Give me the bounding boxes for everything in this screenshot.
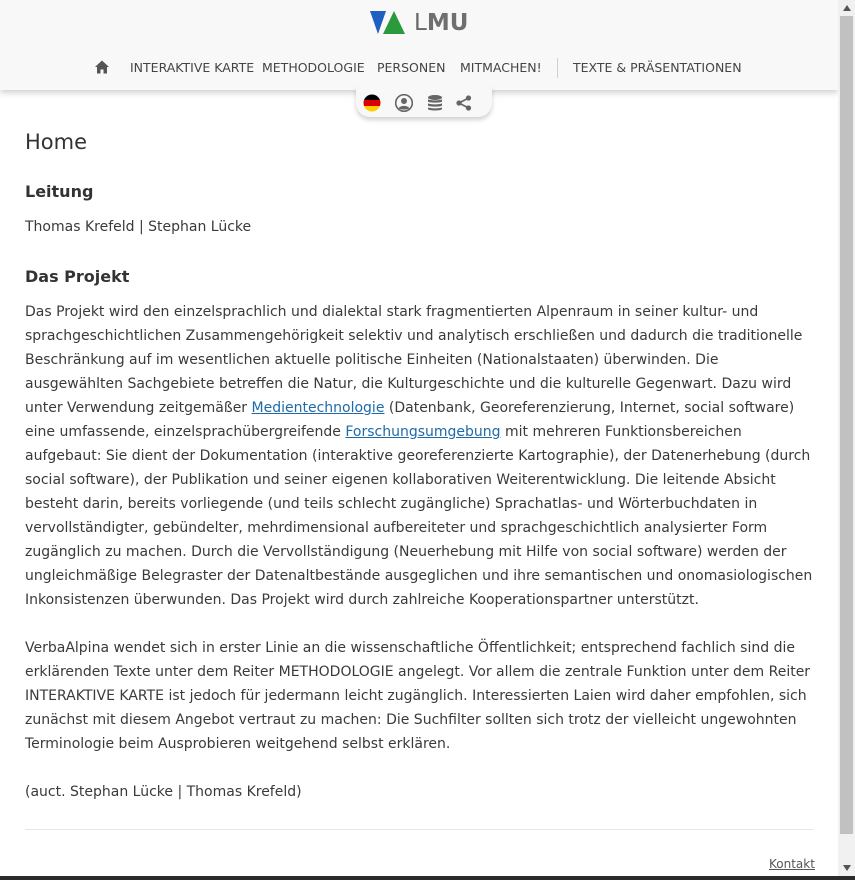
scroll-up-button[interactable] bbox=[838, 0, 855, 16]
home-icon[interactable] bbox=[94, 59, 110, 75]
nav-mitmachen[interactable]: MITMACHEN! bbox=[460, 60, 542, 75]
nav-interaktive-karte[interactable]: INTERAKTIVE KARTE bbox=[130, 60, 255, 75]
main-nav bbox=[0, 58, 838, 78]
projekt-heading: Das Projekt bbox=[25, 267, 130, 286]
chevron-down-icon bbox=[843, 865, 851, 871]
verbaalpina-logo-icon bbox=[370, 10, 406, 36]
kontakt-link[interactable]: Kontakt bbox=[769, 857, 815, 871]
nav-separator bbox=[557, 58, 558, 78]
site-header bbox=[0, 0, 838, 90]
leitung-heading: Leitung bbox=[25, 182, 94, 201]
window-bottom-edge bbox=[0, 876, 855, 880]
scroll-down-button[interactable] bbox=[838, 860, 855, 876]
nav-personen[interactable]: PERSONEN bbox=[377, 60, 446, 75]
lmu-logo[interactable] bbox=[370, 10, 468, 36]
scrollbar-thumb[interactable] bbox=[840, 16, 853, 834]
page-title: Home bbox=[25, 130, 88, 154]
chevron-up-icon bbox=[843, 5, 851, 11]
projekt-paragraph-2: VerbaAlpina wendet sich in erster Linie an die wissenschaftliche Öffentlichkeit; entsprechend fachlich sind die erklärenden Texte unter dem Reiter METHODOLOGIE angelegt. Vor allem die zentrale Funktion unter dem Reiter INTERAKTIVE KARTE ist jedoch für jedermann leicht zugänglich. Interessierten Laien wird daher empfohlen, sich zunächst mit diesem Angebot vertraut zu machen: Die Suchfilter sollten sich trotz der vielleicht ungewohnten Terminologie beim Ausprobieren weitgehend selbst erklären. bbox=[25, 640, 811, 752]
user-account-icon[interactable] bbox=[395, 94, 413, 112]
medientechnologie-link[interactable]: Medientechnologie bbox=[251, 400, 385, 416]
projekt-paragraph-1: Das Projekt wird den einzelsprachlich und dialektal stark fragmentierten Alpenraum in seiner kultur- und sprachgeschichtlichen Zusammengehörigkeit selektiv und analytisch erschließen und dadurch die traditionelle Beschränkung auf im wesentlichen aktuelle politische Einheiten (Nationalstaaten) überwinden. Die ausgewählten Sachgebiete betreffen die Natur, die Kulturgeschichte und die kulturelle Gegenwart. Dazu wird unter Verwendung zeitgemäßer Medientechnologie (Datenbank, Georeferenzierung, Internet, social software) eine umfassende, einzelsprachübergreifende Forschungsumgebung mit mehreren Funktionsbereichen aufgebaut: Sie dient der Dokumentation (interaktive georeferenzierte Kartographie), der Datenerhebung (durch social software), der Publikation und seiner eigenen kollaborativen Weiterentwicklung. Die leitende Absicht besteht darin, bereits vorliegende (und teils schlecht zugängliche) Sprachatlas- und Wörterbuchdaten in vervollständigter, gebündelter, mehrdimensional aufbereiteter und sprachgeschichtlich analysierter Form zugänglich zu machen. Durch die Vervollständigung (Neuerhebung mit Hilfe von social software) werden der ungleichmäßige Belegraster der Datenaltbestände ausgeglichen und ihre semantischen und onomasiologischen Inkonsistenzen überwunden. Das Projekt wird durch zahlreiche Kooperationspartner unterstützt. bbox=[25, 304, 813, 608]
utility-bar bbox=[356, 86, 492, 117]
nav-texte-praesentationen[interactable]: TEXTE & PRÄSENTATIONEN bbox=[573, 60, 742, 75]
footer-divider bbox=[25, 829, 813, 830]
logo-text: LMU bbox=[414, 10, 469, 36]
nav-methodologie[interactable]: METHODOLOGIE bbox=[262, 60, 365, 75]
leitung-names: Thomas Krefeld | Stephan Lücke bbox=[25, 219, 252, 235]
attribution: (auct. Stephan Lücke | Thomas Krefeld) bbox=[25, 784, 302, 800]
forschungsumgebung-link[interactable]: Forschungsumgebung bbox=[345, 424, 501, 440]
database-icon[interactable] bbox=[426, 94, 444, 112]
vertical-scrollbar[interactable] bbox=[838, 0, 855, 876]
share-icon[interactable] bbox=[455, 94, 473, 112]
german-flag-icon[interactable] bbox=[363, 94, 381, 112]
